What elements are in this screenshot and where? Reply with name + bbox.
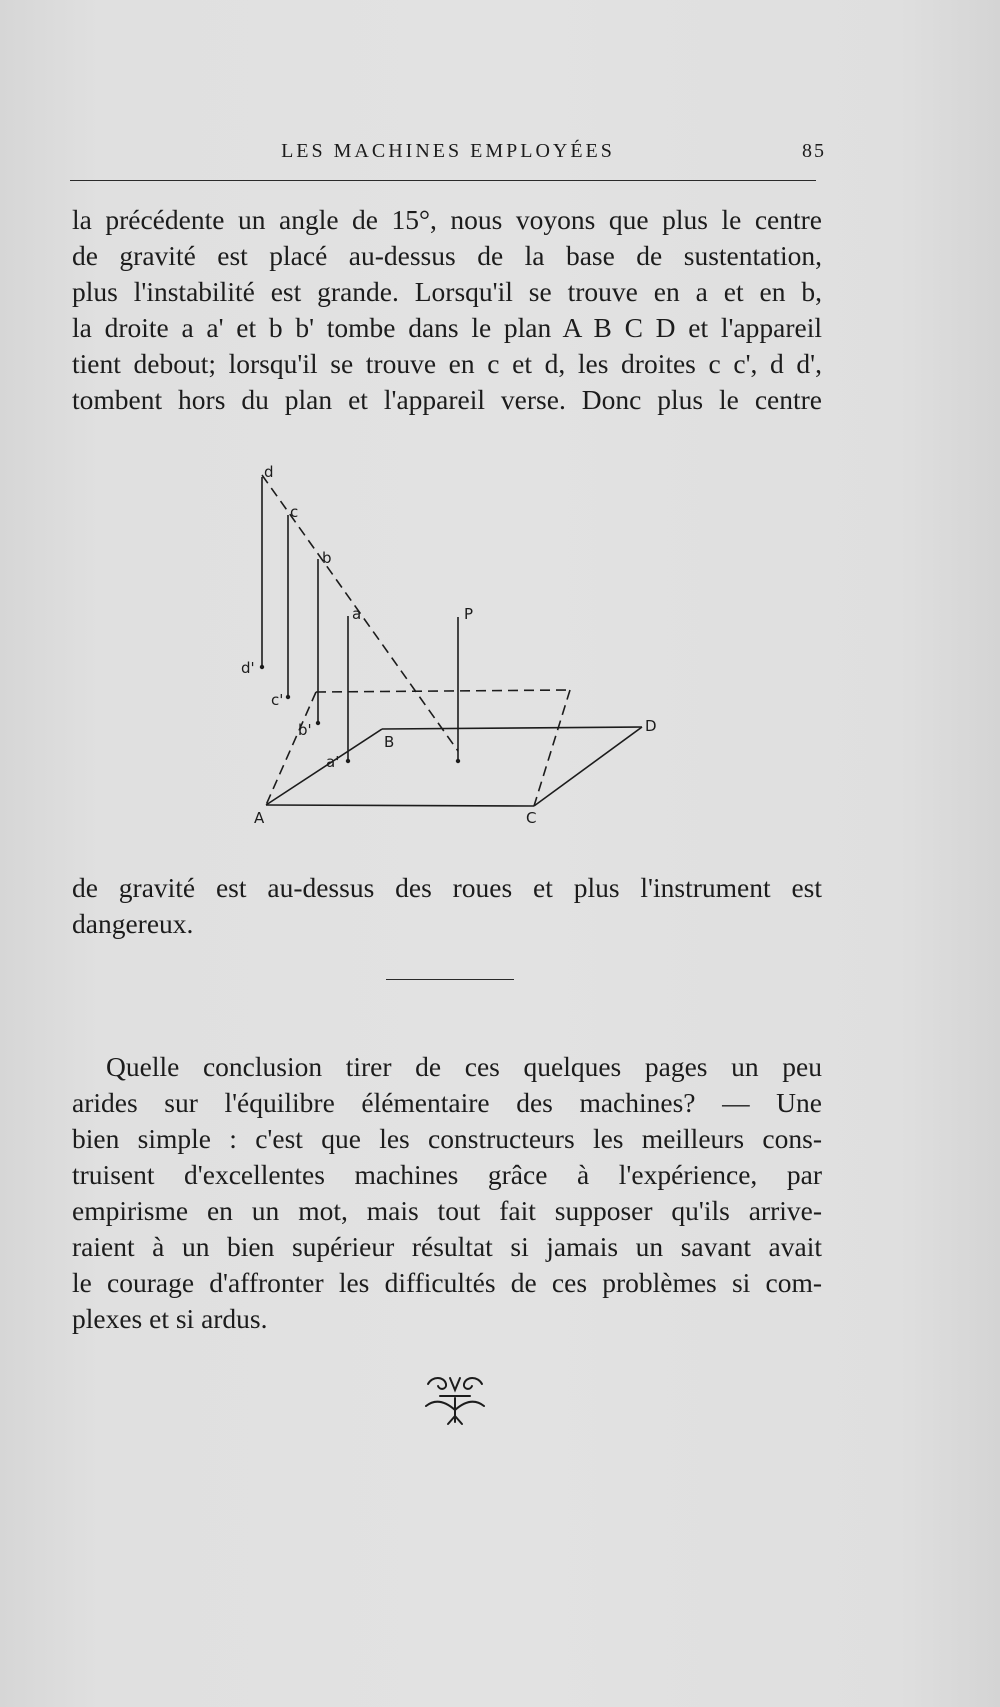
text-line: bien simple : c'est que les constructeurs les meilleurs cons- (72, 1123, 822, 1154)
paragraph-1 (72, 202, 822, 418)
text-line: la droite a a' et b b' tombe dans le plan A B C D et l'appareil (72, 312, 822, 343)
label-a-prime: a' (326, 753, 340, 771)
fleuron-icon (420, 1372, 490, 1432)
text-line: raient à un bien supérieur résultat si jamais un savant avait (72, 1231, 822, 1262)
label-point-c: C (526, 809, 537, 827)
running-head (70, 140, 826, 170)
text-line: tient debout; lorsqu'il se trouve en c et d, les droites c c', d d', (72, 348, 822, 379)
label-p: P (464, 605, 474, 623)
paragraph-3 (72, 1049, 822, 1337)
label-d: d (264, 463, 274, 481)
label-c-prime: c' (271, 691, 284, 709)
running-title: LES MACHINES EMPLOYÉES (281, 140, 615, 162)
point-d-prime (260, 665, 264, 669)
label-b-prime: b' (298, 721, 312, 739)
label-a: a (352, 605, 362, 623)
dashed-right-edge (534, 690, 570, 806)
text-line: truisent d'excellentes machines grâce à l'expérience, par (72, 1159, 822, 1190)
text-line: le courage d'affronter les difficultés de ces problèmes si com- (72, 1267, 822, 1298)
dashed-top-edge (316, 690, 570, 692)
text-line: la précédente un angle de 15°, nous voyons que plus le centre (72, 204, 822, 235)
label-c: c (290, 503, 299, 521)
point-a-prime (346, 759, 350, 763)
stability-diagram (240, 455, 670, 835)
section-divider (386, 979, 514, 980)
text-line: dangereux. (72, 908, 194, 939)
point-p-foot (456, 759, 460, 763)
header-rule (70, 180, 816, 181)
base-edge-bd (382, 727, 642, 729)
label-point-b: B (384, 733, 395, 751)
point-c-prime (286, 695, 290, 699)
text-line: arides sur l'équilibre élémentaire des machines? — Une (72, 1087, 822, 1118)
label-b: b (322, 549, 332, 567)
paragraph-2 (72, 870, 822, 942)
text-line: de gravité est au-dessus des roues et plus l'instrument est (72, 872, 822, 903)
text-line: plexes et si ardus. (72, 1303, 268, 1334)
base-edge-dc (534, 727, 642, 806)
text-line: Quelle conclusion tirer de ces quelques pages un peu (106, 1051, 822, 1082)
text-line: plus l'instabilité est grande. Lorsqu'il se trouve en a et en b, (72, 276, 822, 307)
text-line: de gravité est placé au-dessus de la base de sustentation, (72, 240, 822, 271)
text-line: empirisme en un mot, mais tout fait supposer qu'ils arrive- (72, 1195, 822, 1226)
text-line: tombent hors du plan et l'appareil verse. Donc plus le centre (72, 384, 822, 415)
label-d-prime: d' (241, 659, 255, 677)
point-b-prime (316, 721, 320, 725)
base-edge-ca (266, 805, 534, 806)
label-point-a: A (254, 809, 265, 827)
page-number: 85 (802, 140, 826, 162)
label-point-d: D (645, 717, 657, 735)
